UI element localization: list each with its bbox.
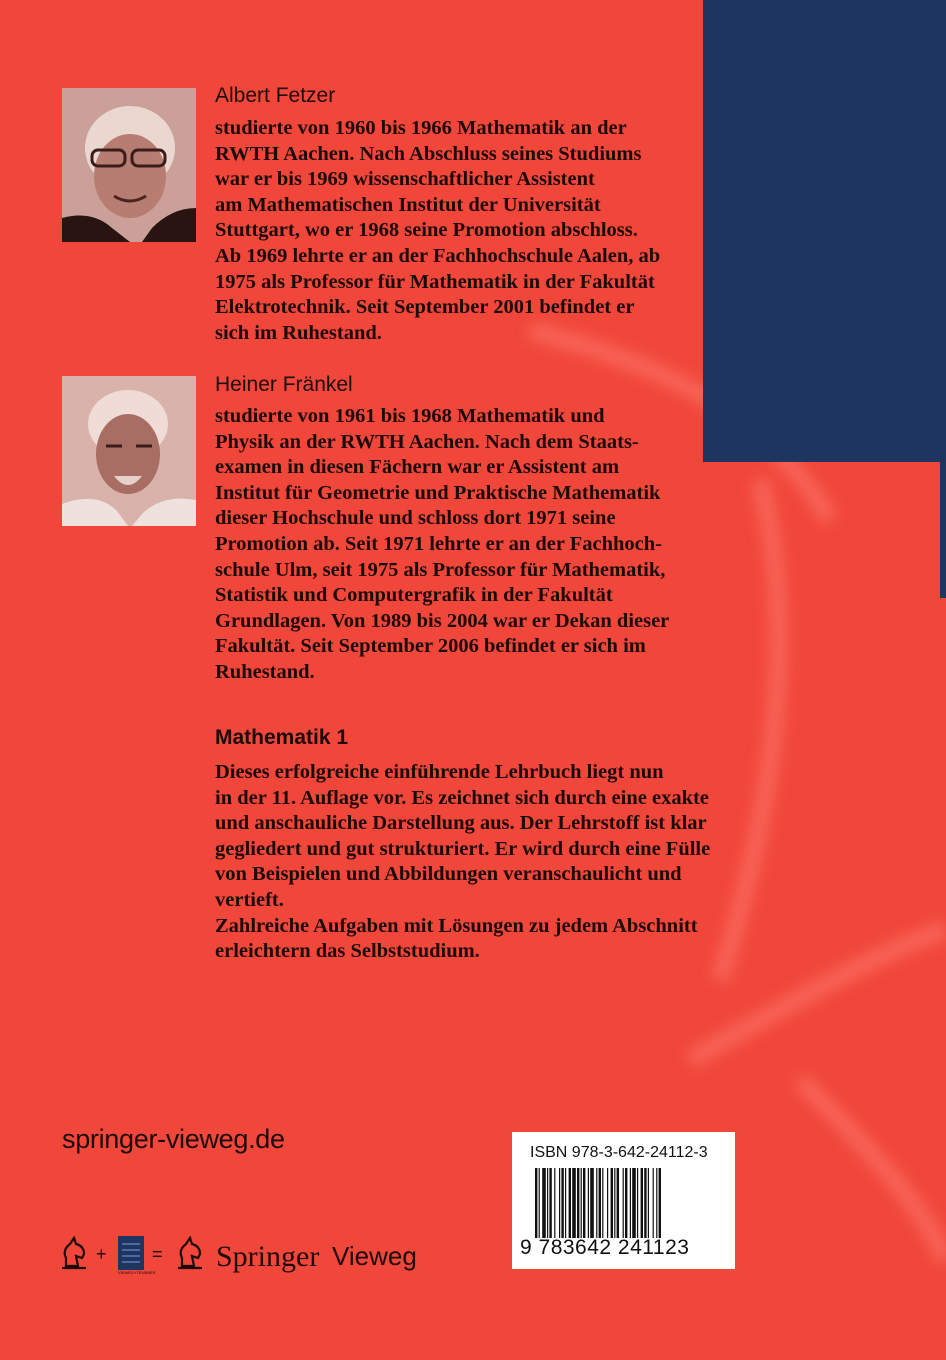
isbn-barcode <box>512 1132 735 1269</box>
author-name-fetzer: Albert Fetzer <box>215 84 336 107</box>
bio-line: Ab 1969 lehrte er an der Fachhochschule Aalen, ab <box>215 244 661 267</box>
bio-line: Ruhestand. <box>215 660 315 683</box>
isbn-digits: 9 783642 241123 <box>520 1236 690 1259</box>
springer-vieweg-knight-icon <box>176 1236 204 1270</box>
portrait-fetzer-icon <box>62 88 196 242</box>
bio-line: studierte von 1961 bis 1968 Mathematik und <box>215 405 605 427</box>
author-bio-fetzer <box>215 116 695 346</box>
description-line: in der 11. Auflage vor. Es zeichnet sich durch eine exakte <box>215 786 709 809</box>
author-photo-fraenkel <box>62 376 196 526</box>
vieweg-teubner-caption: VIEWEG+TEUBNER <box>118 1270 156 1275</box>
bio-line: Institut für Geometrie und Praktische Mathematik <box>215 481 661 504</box>
description-line: Zahlreiche Aufgaben mit Lösungen zu jedem Abschnitt <box>215 914 698 937</box>
bio-line: Statistik und Computergrafik in der Fakultät <box>215 584 613 607</box>
author-name-fraenkel: Heiner Fränkel <box>215 373 353 396</box>
description-line: Dieses erfolgreiche einführende Lehrbuch liegt nun <box>215 761 664 783</box>
portrait-fraenkel-icon <box>62 376 196 526</box>
springer-knight-icon <box>60 1236 88 1270</box>
logo-springer-text: Springer <box>216 1240 320 1273</box>
bio-line: studierte von 1960 bis 1966 Mathematik an der <box>215 117 627 139</box>
bio-line: RWTH Aachen. Nach Abschluss seines Studiums <box>215 142 642 165</box>
bio-line: Promotion ab. Seit 1971 lehrte er an der Fachhoch- <box>215 532 662 555</box>
description-line: und anschauliche Darstellung aus. Der Lehrstoff ist klar <box>215 812 707 835</box>
author-photo-fetzer <box>62 88 196 242</box>
description-line: gegliedert und gut strukturiert. Er wird durch eine Fülle <box>215 837 711 860</box>
bio-line: examen in diesen Fächern war er Assistent am <box>215 456 620 479</box>
bio-line: Fakultät. Seit September 2006 befindet er sich im <box>215 635 646 658</box>
bio-line: Stuttgart, wo er 1968 seine Promotion abschloss. <box>215 219 638 242</box>
bio-line: schule Ulm, seit 1975 als Professor für Mathematik, <box>215 558 666 581</box>
book-description <box>215 760 735 965</box>
navy-edge-strip <box>940 462 946 598</box>
vieweg-teubner-icon <box>118 1236 144 1270</box>
bio-line: sich im Ruhestand. <box>215 321 382 344</box>
bio-line: war er bis 1969 wissenschaftlicher Assistent <box>215 168 595 191</box>
bio-line: Physik an der RWTH Aachen. Nach dem Staats- <box>215 430 639 453</box>
book-title: Mathematik 1 <box>215 726 349 749</box>
logo-vieweg-text: Vieweg <box>332 1241 417 1271</box>
bio-line: Grundlagen. Von 1989 bis 2004 war er Dekan dieser <box>215 609 670 632</box>
description-line: erleichtern das Selbststudium. <box>215 940 480 963</box>
bio-line: 1975 als Professor für Mathematik in der Fakultät <box>215 270 655 293</box>
description-line: von Beispielen und Abbildungen veranschaulicht und <box>215 863 682 886</box>
author-bio-fraenkel <box>215 404 695 686</box>
bio-line: Elektrotechnik. Seit September 2001 befindet er <box>215 296 635 319</box>
navy-color-block <box>703 0 946 462</box>
logo-plus: + <box>96 1244 107 1264</box>
publisher-website: springer-vieweg.de <box>62 1124 285 1154</box>
barcode-icon <box>535 1168 713 1238</box>
bio-line: dieser Hochschule und schloss dort 1971 seine <box>215 507 616 530</box>
description-line: vertieft. <box>215 888 284 911</box>
isbn-label: ISBN 978-3-642-24112-3 <box>530 1144 708 1161</box>
publisher-logo-row <box>58 1232 438 1282</box>
bio-line: am Mathematischen Institut der Universität <box>215 193 601 216</box>
logo-equals: = <box>152 1244 163 1264</box>
